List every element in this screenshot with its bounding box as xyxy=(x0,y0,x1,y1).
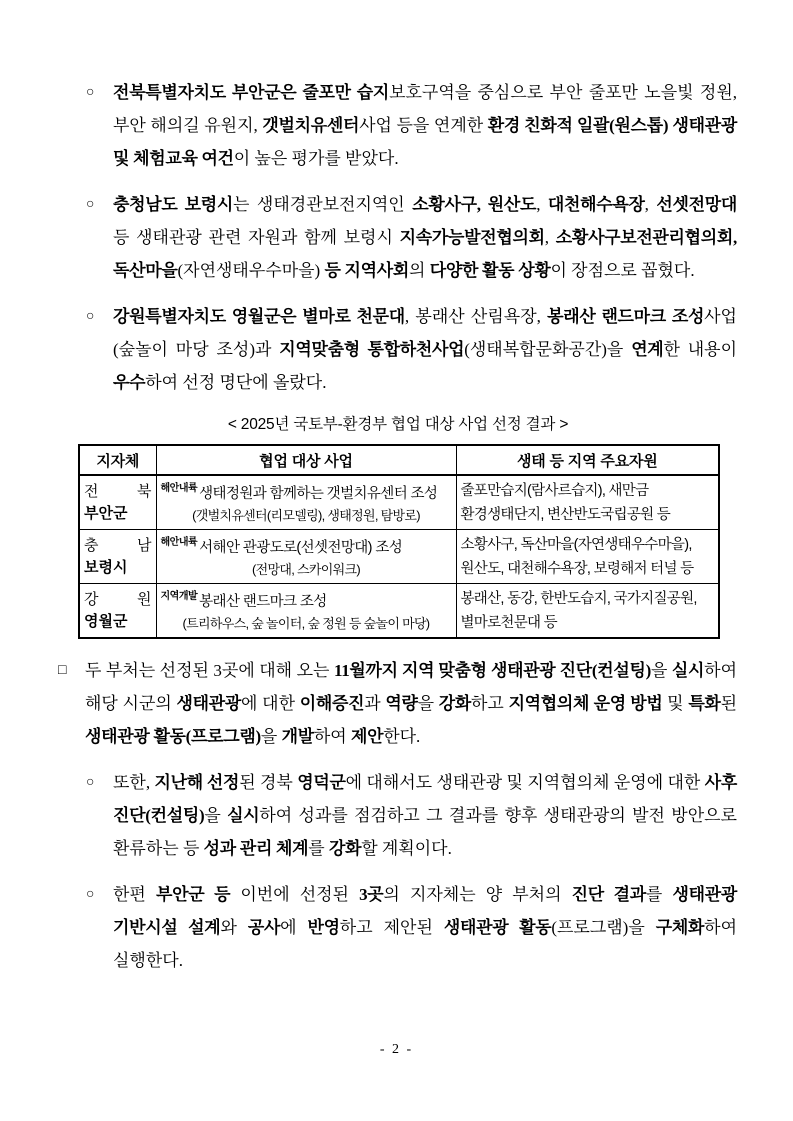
resources-cell: 소황사구, 독산마을(자연생태우수마을), 원산도, 대천해수욕장, 보령해저 터널 등 xyxy=(456,530,719,584)
table-caption: < 2025년 국토부-환경부 협업 대상 사업 선정 결과 > xyxy=(227,416,569,433)
region-county: 보령시 xyxy=(84,558,128,576)
project-category-tag: 해안내륙 xyxy=(160,537,198,548)
paragraph-text: 한편 부안군 등 이번에 선정된 3곳의 지자체는 양 부처의 진단 결과를 생태관광 기반시설 설계와 공사에 반영하고 제안된 생태관광 활동(프로그램)을 구체화하여 실행한다. xyxy=(113,885,737,970)
region-cell xyxy=(79,475,156,530)
square-bullet: □ xyxy=(58,663,67,678)
project-title: 서해안 관광도로(선셋전망대) 조성 xyxy=(199,540,403,556)
circle-bullet: ○ xyxy=(86,85,95,100)
project-category-tag: 해안내륙 xyxy=(160,483,198,494)
header-project: 협업 대상 사업 xyxy=(156,445,456,475)
paragraph-diagnosis-plan xyxy=(58,654,737,753)
project-detail: (갯벌치유센터(리모델링), 생태정원, 탐방로) xyxy=(192,508,420,523)
header-region: 지자체 xyxy=(79,445,156,475)
paragraph-boryeong xyxy=(86,188,737,287)
table-row xyxy=(79,530,719,584)
resources-cell: 봉래산, 동강, 한반도습지, 국가지질공원, 별마로천문대 등 xyxy=(456,584,719,639)
paragraph-buan xyxy=(86,76,737,175)
project-cell xyxy=(156,584,456,639)
circle-bullet: ○ xyxy=(86,775,95,790)
resources-cell: 줄포만습지(람사르습지), 새만금 환경생태단지, 변산반도국립공원 등 xyxy=(456,475,719,530)
project-cell xyxy=(156,475,456,530)
circle-bullet: ○ xyxy=(86,197,95,212)
header-resources: 생태 등 지역 주요자원 xyxy=(456,445,719,475)
table-header-row xyxy=(79,445,719,475)
paragraph-text: 전북특별자치도 부안군은 줄포만 습지보호구역을 중심으로 부안 줄포만 노을빛 정원, 부안 해의길 유원지, 갯벌치유센터사업 등을 연계한 환경 친화적 일괄(원스톱) 생태관광 및 체험교육 여건이 높은 평가를 받았다. xyxy=(113,83,737,168)
paragraph-implementation xyxy=(86,878,737,977)
region-cell xyxy=(79,584,156,639)
paragraph-text: 두 부처는 선정된 3곳에 대해 오는 11월까지 지역 맞춤형 생태관광 진단(컨설팅)을 실시하여 해당 시군의 생태관광에 대한 이해증진과 역량을 강화하고 지역협의체 운영 방법 및 특화된 생태관광 활동(프로그램)을 개발하여 제안한다. xyxy=(85,661,737,746)
region-county: 부안군 xyxy=(84,504,128,522)
page-number: - 2 - xyxy=(379,1042,414,1057)
selection-result-table xyxy=(78,444,720,639)
project-cell xyxy=(156,530,456,584)
region-county: 영월군 xyxy=(84,612,128,630)
circle-bullet: ○ xyxy=(86,309,95,324)
table-row xyxy=(79,475,719,530)
region-province: 충 남 xyxy=(84,536,152,554)
project-detail: (전망대, 스카이워크) xyxy=(252,562,360,577)
project-title: 봉래산 랜드마크 조성 xyxy=(199,594,327,610)
region-province: 전 북 xyxy=(84,482,152,500)
table-row xyxy=(79,584,719,639)
paragraph-yeongwol xyxy=(86,300,737,399)
project-title: 생태정원과 함께하는 갯벌치유센터 조성 xyxy=(199,486,438,502)
region-cell xyxy=(79,530,156,584)
paragraph-text: 충청남도 보령시는 생태경관보전지역인 소황사구, 원산도, 대천해수욕장, 선셋전망대 등 생태관광 관련 자원과 함께 보령시 지속가능발전협의회, 소황사구보전관리협의회, 독산마을(자연생태우수마을) 등 지역사회의 다양한 활동 상황이 장점으로 꼽혔다. xyxy=(113,195,738,280)
region-province: 강 원 xyxy=(84,590,152,608)
paragraph-text: 또한, 지난해 선정된 경북 영덕군에 대해서도 생태관광 및 지역협의체 운영에 대한 사후 진단(컨설팅)을 실시하여 성과를 점검하고 그 결과를 향후 생태관광의 발전 방안으로 환류하는 등 성과 관리 체계를 강화할 계획이다. xyxy=(113,773,737,858)
project-detail: (트리하우스, 숲 놀이터, 숲 정원 등 숲놀이 마당) xyxy=(182,616,430,631)
paragraph-yeongdeok-followup xyxy=(86,766,737,865)
circle-bullet: ○ xyxy=(86,887,95,902)
paragraph-text: 강원특별자치도 영월군은 별마로 천문대, 봉래산 산림욕장, 봉래산 랜드마크 조성사업(숲놀이 마당 조성)과 지역맞춤형 통합하천사업(생태복합문화공간)을 연계한 내용이 우수하여 선정 명단에 올랐다. xyxy=(113,307,737,392)
project-category-tag: 지역개발 xyxy=(160,591,198,602)
